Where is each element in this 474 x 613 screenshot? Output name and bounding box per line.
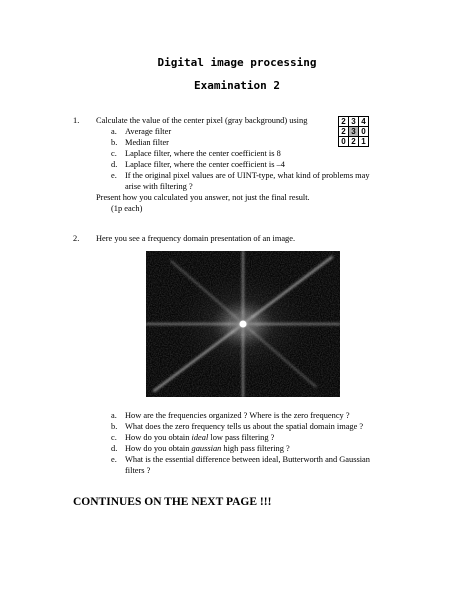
continues-notice: CONTINUES ON THE NEXT PAGE !!! xyxy=(73,496,272,508)
q1-note: Present how you calculated you answer, not just the final result. xyxy=(96,193,310,202)
question-1-number: 1. xyxy=(73,116,80,125)
spectrum-graphic xyxy=(146,251,340,397)
q1-item-e-cont: arise with filtering ? xyxy=(125,182,193,191)
pixel-cell: 1 xyxy=(359,137,369,147)
q2-item-a: How are the frequencies organized ? Where is the zero frequency ? xyxy=(125,411,350,420)
q2-item-b-label: b. xyxy=(111,422,118,431)
pixel-cell: 0 xyxy=(339,137,349,147)
q2-item-e-label: e. xyxy=(111,455,117,464)
q2-item-a-label: a. xyxy=(111,411,117,420)
q2-item-c-label: c. xyxy=(111,433,117,442)
pixel-cell: 4 xyxy=(359,117,369,127)
q2-item-d: How do you obtain gaussian high pass filtering ? xyxy=(125,444,290,453)
question-1-text: Calculate the value of the center pixel (gray background) using xyxy=(96,116,308,125)
pixel-cell: 3 xyxy=(349,117,359,127)
q1-item-e: If the original pixel values are of UINT-type, what kind of problems may xyxy=(125,171,370,180)
page-subtitle: Examination 2 xyxy=(193,79,281,92)
pixel-grid xyxy=(338,116,369,147)
pixel-cell: 2 xyxy=(339,117,349,127)
pixel-cell: 2 xyxy=(349,137,359,147)
q1-points: (1p each) xyxy=(111,204,143,213)
pixel-cell: 2 xyxy=(339,127,349,137)
q1-item-c: Laplace filter, where the center coefficient is 8 xyxy=(125,149,281,158)
frequency-spectrum-image xyxy=(146,251,340,397)
q1-item-a-label: a. xyxy=(111,127,117,136)
q1-item-c-label: c. xyxy=(111,149,117,158)
q1-item-b-label: b. xyxy=(111,138,118,147)
q2-item-d-label: d. xyxy=(111,444,118,453)
question-2-text: Here you see a frequency domain presentation of an image. xyxy=(96,234,296,243)
question-2-number: 2. xyxy=(73,234,80,243)
center-pixel-cell: 3 xyxy=(349,127,359,137)
q1-item-d-label: d. xyxy=(111,160,118,169)
q2-item-b: What does the zero frequency tells us about the spatial domain image ? xyxy=(125,422,364,431)
q2-item-e-cont: filters ? xyxy=(125,466,151,475)
page-title: Digital image processing xyxy=(157,56,317,69)
q1-item-e-label: e. xyxy=(111,171,117,180)
q1-item-b: Median filter xyxy=(125,138,169,147)
q1-item-a: Average filter xyxy=(125,127,172,136)
pixel-cell: 0 xyxy=(359,127,369,137)
q2-item-e: What is the essential difference between ideal, Butterworth and Gaussian xyxy=(125,455,370,464)
q1-item-d: Laplace filter, where the center coefficient is –4 xyxy=(125,160,285,169)
q2-item-c: How do you obtain ideal low pass filtering ? xyxy=(125,433,275,442)
